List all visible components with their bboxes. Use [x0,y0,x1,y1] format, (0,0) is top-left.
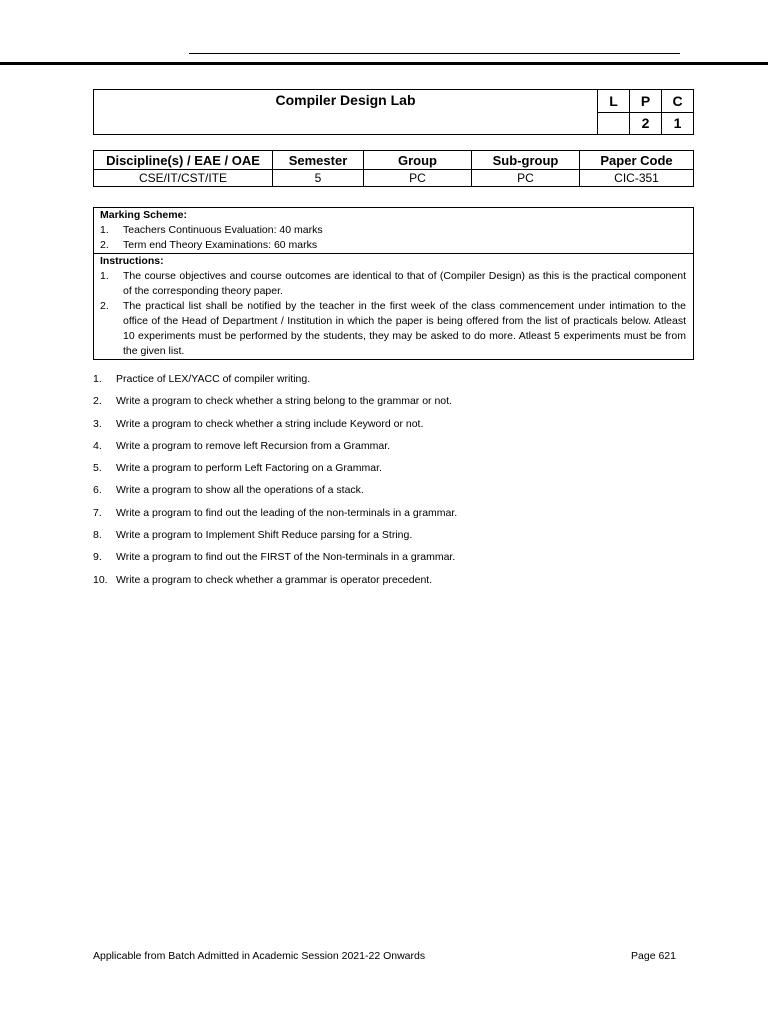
item-number: 1. [93,373,102,385]
marking-scheme-section [94,208,693,253]
list-item [93,371,693,393]
group-header: Group [364,151,472,170]
subgroup-cell: PC [472,170,580,187]
instructions-section [94,253,693,359]
item-number: 1. [100,224,109,236]
list-item [100,238,686,253]
item-number: 9. [93,551,102,564]
item-number: 4. [93,439,102,452]
marking-scheme-heading: Marking Scheme: [100,209,187,221]
list-item [93,416,693,438]
discipline-header: Discipline(s) / EAE / OAE [94,151,273,170]
discipline-table [93,150,694,187]
header-rule-thin [189,53,680,54]
course-title-table [93,89,694,135]
lpc-header-c: C [662,90,694,113]
marking-scheme-list [100,223,686,253]
item-number: 6. [93,484,102,497]
instructions-list [100,269,686,359]
list-item [93,482,693,504]
item-text: Write a program to check whether a grammar is operator precedent. [116,573,433,586]
item-text: Practice of LEX/YACC of compiler writing. [116,373,311,385]
discipline-cell: CSE/IT/CST/ITE [94,170,273,187]
item-number: 1. [100,270,109,282]
list-item [93,549,693,571]
list-item [93,438,693,460]
subgroup-header: Sub-group [472,151,580,170]
list-item [100,223,686,238]
paper-code-header: Paper Code [580,151,694,170]
item-text: Teachers Continuous Evaluation: 40 marks [123,224,323,236]
header-rule-thick [0,62,768,65]
lpc-value-p: 2 [630,112,662,135]
item-number: 5. [93,462,102,475]
footer-page-number: Page 621 [631,950,676,962]
footer-applicability: Applicable from Batch Admitted in Academic Session 2021-22 Onwards [93,950,426,962]
instructions-heading: Instructions: [100,255,164,267]
list-item [93,572,693,594]
item-text: Write a program to Implement Shift Reduce parsing for a String. [116,529,413,542]
item-text: Write a program to perform Left Factoring on a Grammar. [116,462,382,475]
scheme-instructions-box [93,207,694,360]
item-text: Write a program to check whether a string belong to the grammar or not. [116,395,452,408]
item-text: Write a program to find out the leading of the non-terminals in a grammar. [116,506,458,519]
discipline-table-row [94,170,694,187]
list-item [93,527,693,549]
item-number: 8. [93,529,102,542]
lpc-value-l [598,112,630,135]
paper-code-cell: CIC-351 [580,170,694,187]
item-number: 7. [93,506,102,519]
list-item [93,505,693,527]
item-text: Write a program to show all the operations of a stack. [116,484,364,497]
list-item [100,269,686,299]
lpc-value-c: 1 [662,112,694,135]
item-number: 3. [93,417,102,430]
list-item [93,460,693,482]
item-number: 2. [100,239,109,251]
lpc-header-p: P [630,90,662,113]
list-item [100,299,686,359]
experiment-list [93,371,693,594]
list-item [93,393,693,415]
group-cell: PC [364,170,472,187]
item-text: Write a program to remove left Recursion from a Grammar. [116,439,391,452]
course-title: Compiler Design Lab [94,90,598,135]
item-text: The practical list shall be notified by the teacher in the first week of the class commencement under intimation to the office of the Head of Department / Institution in which the paper is being offered from the list of practicals below. Atleast 10 experiments must be performed by the students, they may be asked to do more. Atleast 5 experiments must be from the given list. [123,300,686,357]
item-text: The course objectives and course outcomes are identical to that of (Compiler Design) as this is the practical component of the corresponding theory paper. [123,270,686,297]
item-text: Term end Theory Examinations: 60 marks [123,239,318,251]
item-number: 2. [93,395,102,408]
item-number: 2. [100,300,109,312]
item-number: 10. [93,573,108,586]
item-text: Write a program to find out the FIRST of the Non-terminals in a grammar. [116,551,456,564]
lpc-header-l: L [598,90,630,113]
semester-header: Semester [273,151,364,170]
semester-cell: 5 [273,170,364,187]
discipline-table-header-row [94,151,694,170]
item-text: Write a program to check whether a string include Keyword or not. [116,417,424,430]
